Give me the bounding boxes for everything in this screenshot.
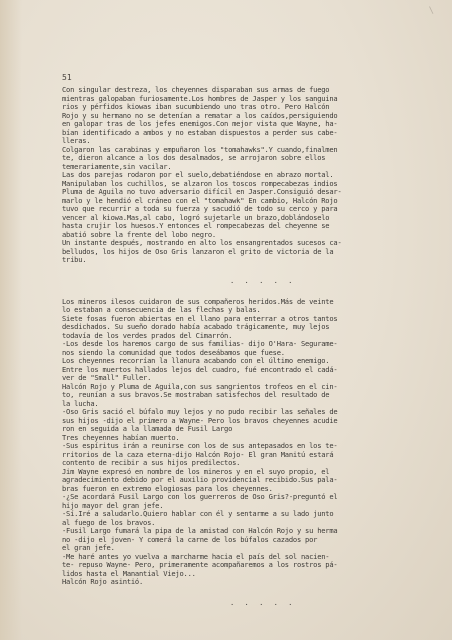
text-line: ron en seguida a la llamada de Fusil Largo	[62, 424, 233, 433]
text-line: no -dijo el joven- Y comerá la carne de los búfalos cazados por	[62, 534, 318, 544]
text-line: marlo y le hendió el cráneo con el "tomahawk" En cambio, Halcón Rojo	[62, 195, 338, 205]
text-line: -¿Se acordará Fusil Largo con los guerreros de Oso Gris?-preguntó el	[62, 492, 338, 501]
text-line: Halcón Rojo y Pluma de Aguila,con sus sangrientos trofeos en el cin-	[62, 381, 338, 391]
text-line: Con singular destreza, los cheyennes disparaban sus armas de fuego	[62, 85, 330, 94]
text-line: abatió sobre la frente del lobo negro.	[62, 229, 216, 239]
text-line: -Fusil Largo fumará la pipa de la amistad con Halcón Rojo y su herma	[62, 526, 338, 535]
text-line: temerariamente,sin vacilar.	[62, 161, 172, 171]
text-line: te, dieron alcance a los dos desalmados, se arrojaron sobre ellos	[62, 153, 326, 162]
text-line: Pluma de Aguila no tuvo adversario difícil en Jasper.Consiguió desar-	[62, 187, 342, 196]
text-line: Las dos parejas rodaron por el suelo,debatiéndose en abrazo mortal.	[62, 170, 334, 179]
text-line: Entre los muertos hallados lejos del cuadro, fué encontrado el cadá-	[62, 364, 338, 374]
section-separator: . . . . .	[230, 276, 296, 285]
text-line: Manipulaban los cuchillos, se alzaron los toscos rompecabezas indios	[62, 178, 338, 188]
text-line: todavía de los verdes prados del Cimarrón.	[62, 330, 233, 340]
text-line: to, reunían a sus bravos.Se mostraban satisfechos del resultado de	[62, 390, 330, 399]
text-line: Tres cheyennes habían muerto.	[62, 432, 180, 442]
text-line: Rojo y su hermano no se detenían a rematar a los caídos,persiguiendo	[62, 110, 338, 120]
corner-mark: \	[428, 6, 434, 16]
blank-line	[62, 265, 446, 274]
text-line: belludos, los hijos de Oso Gris lanzaron el grito de victoria de la	[62, 246, 334, 256]
text-line: bras fueron en extremo elogiosas para los cheyennes.	[62, 483, 273, 493]
text-line: -Sus espíritus irán a reunirse con los de sus antepasados en los te-	[62, 441, 338, 450]
text-line: Los mineros ilesos cuidaron de sus compañeros heridos.Más de veinte	[62, 296, 334, 306]
text-line: Un instante después, mostrando en alto los ensangrentados sucesos ca-	[62, 238, 342, 247]
text-line: -Oso Gris sació el búfalo muy lejos y no pudo recibir las señales de	[62, 407, 338, 416]
text-line: hasta crujir los huesos.Y entonces el rompecabezas del cheyenne se	[62, 221, 330, 230]
text-line: desdichados. Su sueño dorado había acabado trágicamente, muy lejos	[62, 322, 330, 331]
text-line: Los cheyennes recorrían la llanura acabando con el último enemigo.	[62, 356, 330, 365]
text-line: en galopar tras de los jefes enemigos.Con mejor vista que Wayne, ha-	[62, 119, 338, 128]
text-line: -Sí.Iré a saludarlo.Quiero hablar con él y sentarme a su lado junto	[62, 509, 334, 518]
text-line: rios y pérfidos kiowas iban sucumbiendo uno tras otro. Pero Halcón	[62, 102, 330, 111]
text-line: mientras galopaban furiosamente.Los hombres de Jasper y los sanguina	[62, 93, 338, 103]
text-line: al fuego de los bravos.	[62, 517, 156, 527]
text-line: agradecimiento debido por el auxilio providencial recibido.Sus pala-	[62, 475, 338, 484]
text-line: tribu.	[62, 255, 87, 264]
text-line: bían identificado a ambos y no estaban dispuestos a perder sus cabe-	[62, 127, 338, 137]
text-line: te- repuso Wayne- Pero, primeramente acompañaremos a los rostros pá-	[62, 560, 338, 569]
section-separator: . . . . .	[230, 598, 296, 607]
text-line: vencer al kiowa.Mas,al cabo, logró sujetarle un brazo,doblándoselo	[62, 212, 330, 222]
text-line: Siete fosas fueron abiertas en el llano para enterrar a otros tantos	[62, 313, 338, 323]
text-line: lo estaban a consecuencia de las flechas y balas.	[62, 305, 261, 314]
text-line: ver de "Small" Fuller.	[62, 373, 152, 382]
text-line: sus hijos -dijo el primero a Wayne- Pero los bravos cheyennes acudie	[62, 415, 338, 425]
text-line: Halcón Rojo asintió.	[62, 577, 144, 586]
text-line: -Me haré antes yo vuelva a marcharme hacia el país del sol nacien-	[62, 551, 330, 561]
text-line: tuvo que recurrir a toda su fuerza y sacudió de todo su cerco y para	[62, 204, 338, 213]
text-line: el gran jefe.	[62, 543, 115, 552]
typewritten-body	[62, 86, 446, 611]
text-line: lidos hasta el Manantial Viejo...	[62, 568, 196, 578]
text-line: contento de recibir a sus hijos predilectos.	[62, 458, 241, 467]
text-line: la lucha.	[62, 398, 99, 408]
text-line: Jim Wayne expresó en nombre de los mineros y en el suyo propio, el	[62, 466, 330, 476]
text-line: hijo mayor del gran jefe.	[62, 500, 164, 510]
page-number: 51	[62, 73, 72, 82]
text-line: rritorios de la caza eterna-dijo Halcón Rojo- El gran Manitú estará	[62, 449, 334, 459]
text-line: -Los desde los haremos cargo de sus familias- dijo O'Hara- Segurame-	[62, 339, 338, 348]
blank-line	[62, 587, 446, 596]
text-line: nos siendo la comunidad que todos deseábamos que fuese.	[62, 347, 285, 357]
text-line: lleras.	[62, 136, 91, 145]
text-line: Colgaron las carabinas y empuñaron los "tomahawks".Y cuando,finalmen	[62, 144, 338, 154]
